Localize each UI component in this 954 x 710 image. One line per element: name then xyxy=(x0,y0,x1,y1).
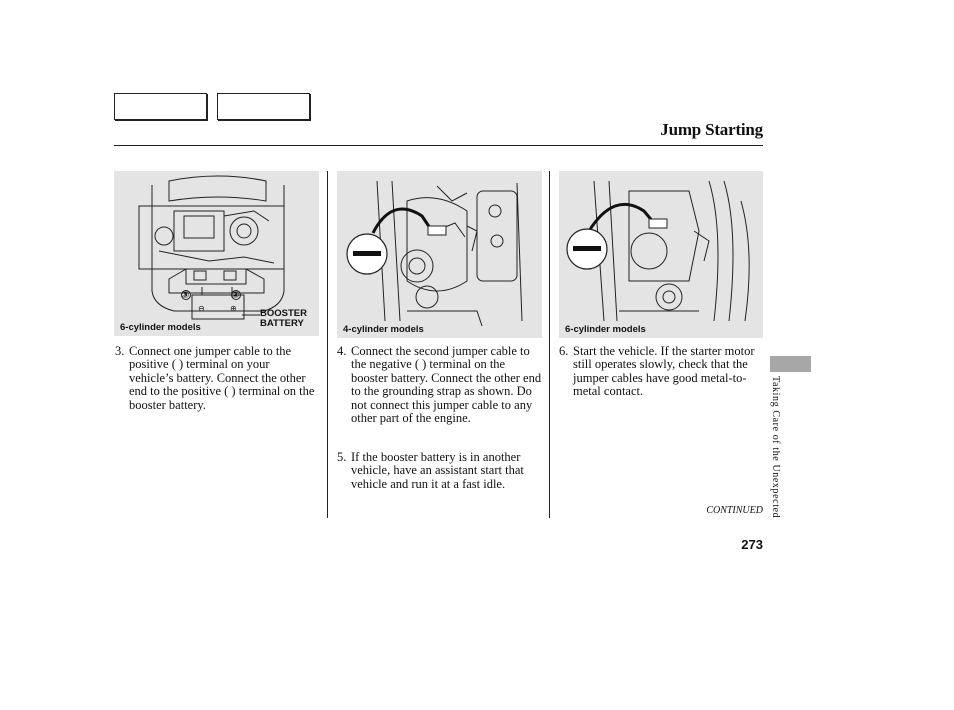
svg-text:⊕: ⊕ xyxy=(230,304,237,313)
engine-illustration-4cyl xyxy=(337,171,542,338)
svg-text:⊖: ⊖ xyxy=(198,304,205,313)
marker-3: ③ xyxy=(181,290,190,301)
page-number: 273 xyxy=(741,537,763,552)
header-tab-box-1 xyxy=(114,93,207,120)
figure-4cyl-ground xyxy=(337,171,542,338)
header-rule xyxy=(114,145,763,146)
column-divider-1 xyxy=(327,171,328,518)
header-tab-box-2 xyxy=(217,93,310,120)
engine-illustration-6cyl xyxy=(559,171,763,338)
figure-6cyl-battery xyxy=(114,171,319,336)
step-6: 6. Start the vehicle. If the starter motor still operates slowly, check that the jumper cables have good metal-to-metal contact. xyxy=(559,344,755,399)
figure-caption: 6-cylinder models xyxy=(565,324,646,335)
section-tab xyxy=(770,356,811,372)
figure-6cyl-ground xyxy=(559,171,763,338)
page-title: Jump Starting xyxy=(660,120,763,139)
step-4: 4. Connect the second jumper cable to the negative ( ) terminal on the booster battery. Connect the other end to the grounding strap as shown. Do not connect this jumper cable to any other part of the engine. xyxy=(337,344,542,426)
continued-label: CONTINUED xyxy=(706,505,763,516)
figure-caption: 6-cylinder models xyxy=(120,322,201,333)
marker-2: ② xyxy=(231,290,240,301)
booster-battery-label: BOOSTER BATTERY xyxy=(260,308,307,329)
step-5: 5. If the booster battery is in another vehicle, have an assistant start that vehicle and run it at a fast idle. xyxy=(337,450,524,491)
column-divider-2 xyxy=(549,171,550,518)
section-label: Taking Care of the Unexpected xyxy=(770,376,781,519)
step-3: 3. Connect one jumper cable to the positive ( ) terminal on your vehicle’s battery. Connect the other end to the positive ( ) terminal on the booster battery. xyxy=(115,344,315,412)
figure-caption: 4-cylinder models xyxy=(343,324,424,335)
